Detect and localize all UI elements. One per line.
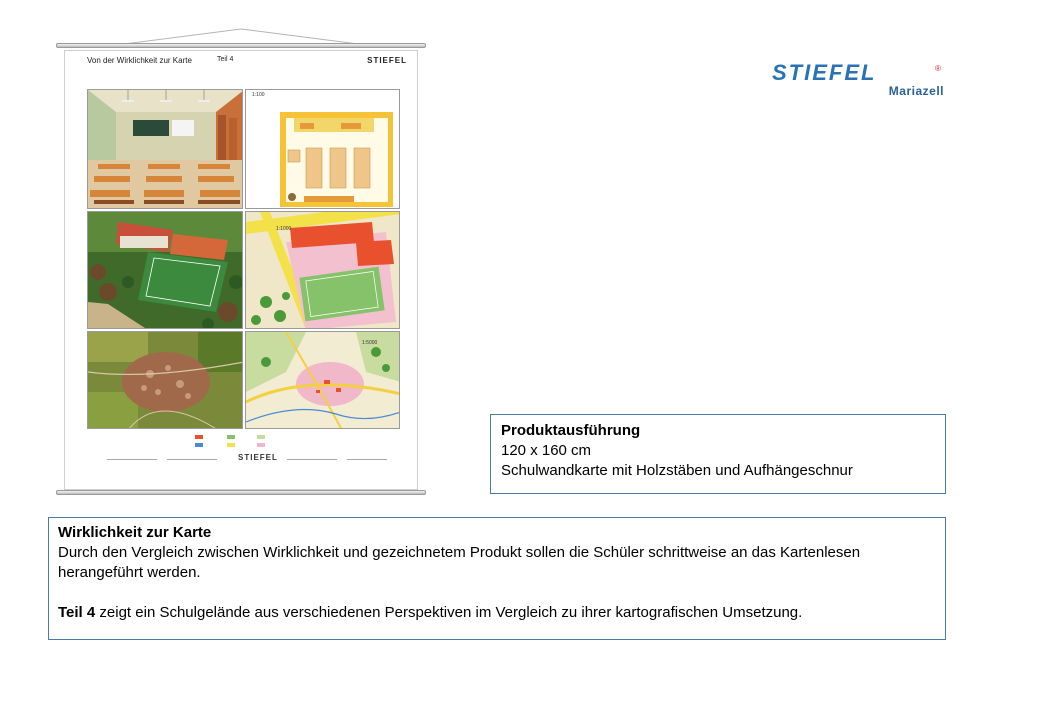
- panel-classroom-plan: [245, 89, 400, 209]
- panel-village-aerial: [87, 331, 243, 429]
- panel-school-map: [245, 211, 400, 329]
- panel-classroom-photo: [87, 89, 243, 209]
- village-map-scale: 1:5000: [362, 340, 378, 346]
- part-label: Teil 4: [58, 604, 96, 621]
- plan-scale: 1:100: [252, 92, 265, 98]
- chart-header: [87, 54, 407, 68]
- description-heading: Wirklichkeit zur Karte: [58, 524, 212, 541]
- top-rod: [56, 43, 426, 48]
- bottom-rod: [56, 490, 426, 495]
- product-heading: Produktausführung: [501, 422, 641, 439]
- stiefel-logo: [772, 62, 944, 100]
- wallchart-image: [56, 28, 426, 496]
- school-map-scale: 1:1000: [276, 226, 292, 232]
- chart-title: Von der Wirklichkeit zur Karte: [87, 56, 192, 65]
- product-size: 120 x 160 cm: [501, 442, 592, 459]
- part-description: [58, 603, 936, 623]
- spacer: [58, 583, 936, 603]
- product-description: Schulwandkarte mit Holzstäben und Aufhängeschnur: [501, 462, 853, 479]
- panel-village-map: [245, 331, 400, 429]
- logo-subtitle: Mariazell: [888, 84, 944, 98]
- logo-registered-mark: ®: [935, 64, 941, 73]
- product-info-box: [490, 414, 946, 494]
- chart-brand: STIEFEL: [367, 56, 407, 65]
- description-box: [48, 517, 946, 640]
- part-text: zeigt ein Schulgelände aus verschiedenen Perspektiven im Vergleich zu ihrer kartografischen Umsetzung.: [95, 604, 803, 621]
- chart-footer-brand: STIEFEL: [238, 453, 278, 462]
- chart-part-label: Teil 4: [217, 56, 234, 63]
- description-paragraph: Durch den Vergleich zwischen Wirklichkeit und gezeichnetem Produkt sollen die Schüler schrittweise an das Kartenlesen herangeführt werden.: [58, 544, 861, 581]
- chart-legend: [87, 431, 407, 486]
- panel-school-aerial: [87, 211, 243, 329]
- logo-word: STIEFEL: [772, 60, 877, 85]
- chart-sheet: [64, 50, 418, 490]
